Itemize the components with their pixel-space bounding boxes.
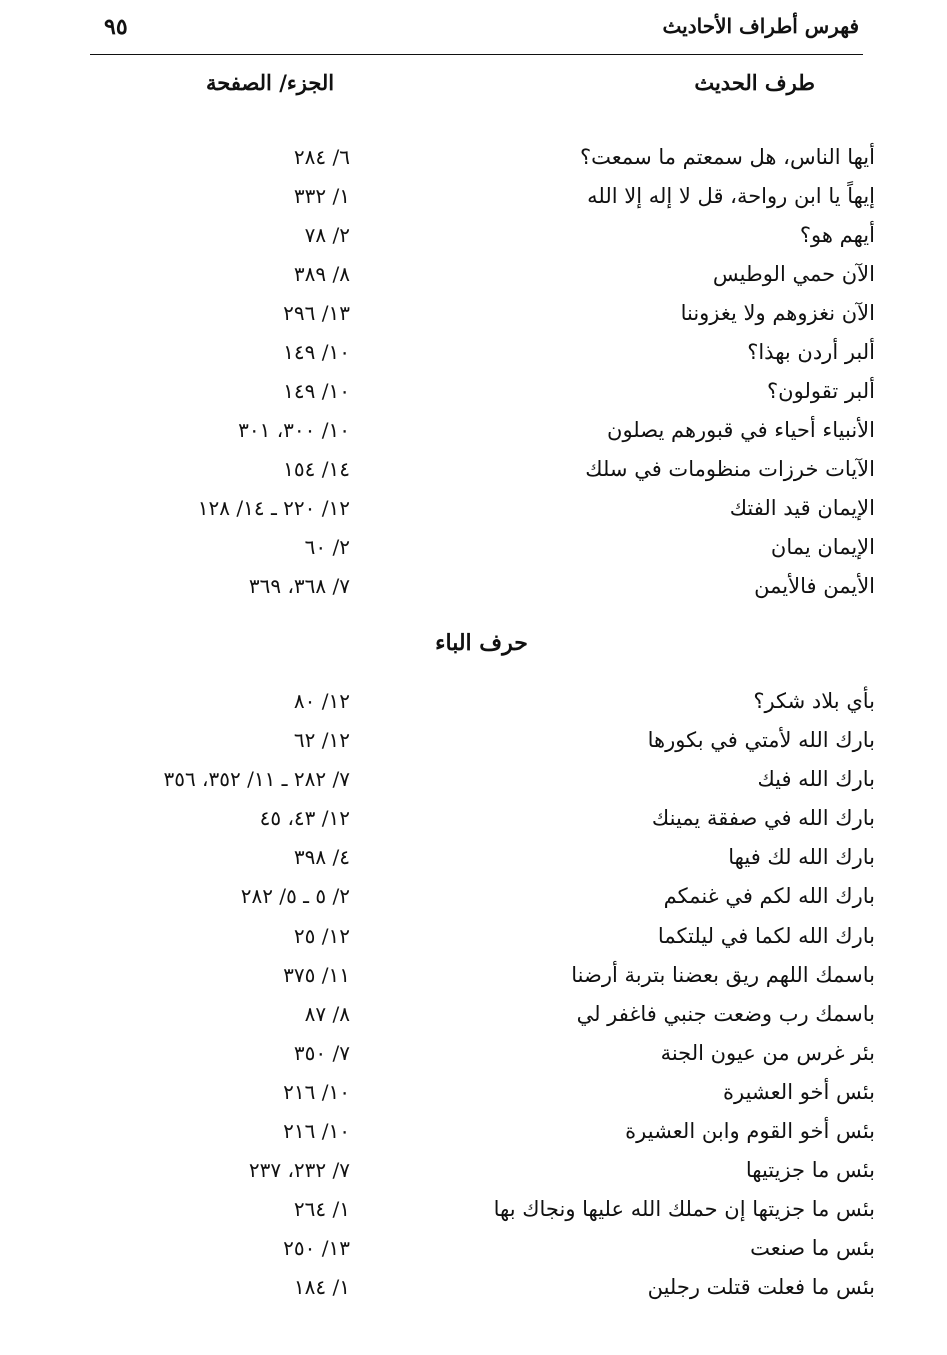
hadith-text: الإيمان قيد الفتك <box>729 496 875 520</box>
index-entry <box>90 216 875 255</box>
hadith-text: إيهاً يا ابن رواحة، قل لا إله إلا الله <box>587 184 875 208</box>
volume-page-ref: ١٣/ ٢٩٦ <box>283 301 350 325</box>
volume-page-ref: ١/ ١٨٤ <box>293 1275 350 1300</box>
page-number: ٩٥ <box>104 14 128 40</box>
hadith-text: ألبر أردن بهذا؟ <box>747 340 875 364</box>
index-entry <box>90 1190 875 1229</box>
hadith-text: باسمك رب وضعت جنبي فاغفر لي <box>576 1001 875 1026</box>
index-entry <box>90 489 875 528</box>
hadith-text: ألبر تقولون؟ <box>767 379 875 403</box>
volume-page-ref: ١/ ٣٣٢ <box>293 184 350 208</box>
volume-page-ref: ١٠/ ١٤٩ <box>283 379 350 403</box>
running-header-title: فهرس أطراف الأحاديث <box>662 14 859 38</box>
index-entry <box>90 294 875 333</box>
index-entry <box>90 877 875 916</box>
hadith-text: بئر غرس من عيون الجنة <box>660 1040 875 1065</box>
index-entry <box>90 760 875 799</box>
index-entry <box>90 138 875 177</box>
volume-page-ref: ١٤/ ١٥٤ <box>283 457 350 481</box>
volume-page-ref: ١/ ٢٦٤ <box>293 1197 350 1222</box>
hadith-text: بارك الله فيك <box>757 767 875 792</box>
column-header-reference: الجزء/ الصفحة <box>206 70 335 95</box>
volume-page-ref: ٧/ ٢٣٢، ٢٣٧ <box>248 1158 350 1183</box>
hadith-text: الأيمن فالأيمن <box>754 574 875 598</box>
index-entry <box>90 721 875 760</box>
volume-page-ref: ٧/ ٣٥٠ <box>293 1040 350 1065</box>
volume-page-ref: ١١/ ٣٧٥ <box>283 962 350 987</box>
index-entry <box>90 956 875 995</box>
index-entry <box>90 333 875 372</box>
volume-page-ref: ٧/ ٣٦٨، ٣٦٩ <box>248 574 350 598</box>
volume-page-ref: ٤/ ٣٩٨ <box>293 845 350 870</box>
header-divider <box>90 54 863 55</box>
index-entry <box>90 450 875 489</box>
index-entry <box>90 528 875 567</box>
hadith-text: بئس ما جزيتها إن حملك الله عليها ونجاك بها <box>493 1197 875 1222</box>
volume-page-ref: ١٢/ ٤٣، ٤٥ <box>259 806 350 831</box>
hadith-text: بارك الله لكما في ليلتكما <box>657 923 875 948</box>
section-heading-text: حرف الباء <box>435 630 528 656</box>
index-entry <box>90 838 875 877</box>
volume-page-ref: ١٠/ ٢١٦ <box>283 1119 350 1144</box>
entries-list-alif <box>90 138 875 606</box>
volume-page-ref: ١٢/ ٦٢ <box>293 728 350 753</box>
hadith-text: بارك الله في صفقة يمينك <box>651 806 875 831</box>
index-entry <box>90 372 875 411</box>
volume-page-ref: ١٠/ ٣٠٠، ٣٠١ <box>238 418 350 442</box>
column-header-hadith: طرف الحديث <box>694 70 815 95</box>
index-entry <box>90 1268 875 1307</box>
index-entry <box>90 1229 875 1268</box>
hadith-text: بئس ما صنعت <box>750 1236 875 1261</box>
hadith-text: أيها الناس، هل سمعتم ما سمعت؟ <box>580 145 875 169</box>
index-entry <box>90 1151 875 1190</box>
hadith-text: الآن نغزوهم ولا يغزوننا <box>680 301 875 325</box>
volume-page-ref: ١٢/ ٢٢٠ ـ ١٤/ ١٢٨ <box>197 496 350 520</box>
hadith-text: أيهم هو؟ <box>799 223 875 247</box>
hadith-text: بارك الله لكم في غنمكم <box>663 884 875 909</box>
index-entry <box>90 1112 875 1151</box>
volume-page-ref: ١٠/ ٢١٦ <box>283 1079 350 1104</box>
hadith-text: بارك الله لك فيها <box>728 845 875 870</box>
volume-page-ref: ١٠/ ١٤٩ <box>283 340 350 364</box>
hadith-text: بأي بلاد شكر؟ <box>753 689 875 713</box>
hadith-text: بئس ما فعلت قتلت رجلين <box>647 1275 875 1300</box>
volume-page-ref: ١٣/ ٢٥٠ <box>283 1236 350 1261</box>
index-entry <box>90 1034 875 1073</box>
hadith-text: الإيمان يمان <box>770 535 875 559</box>
index-entry <box>90 567 875 606</box>
volume-page-ref: ٢/ ٧٨ <box>304 223 350 247</box>
hadith-text: الأنبياء أحياء في قبورهم يصلون <box>607 418 875 442</box>
entries-list-ba <box>90 682 875 1308</box>
index-entry <box>90 411 875 450</box>
hadith-text: بارك الله لأمتي في بكورها <box>647 728 875 753</box>
index-entry <box>90 177 875 216</box>
index-entry <box>90 799 875 838</box>
index-entry <box>90 255 875 294</box>
hadith-text: بئس أخو العشيرة <box>723 1079 875 1104</box>
hadith-text: بئس ما جزيتيها <box>745 1158 875 1183</box>
index-entry <box>90 682 875 721</box>
hadith-text: بئس أخو القوم وابن العشيرة <box>625 1119 875 1144</box>
index-entry <box>90 995 875 1034</box>
volume-page-ref: ١٢/ ٢٥ <box>293 923 350 948</box>
hadith-text: الآن حمي الوطيس <box>712 262 875 286</box>
index-entry <box>90 917 875 956</box>
hadith-text: الآيات خرزات منظومات في سلك <box>585 457 875 481</box>
volume-page-ref: ٢/ ٦٠ <box>304 535 350 559</box>
volume-page-ref: ٨/ ٨٧ <box>304 1001 350 1026</box>
index-entry <box>90 1073 875 1112</box>
volume-page-ref: ٢/ ٥ ـ ٥/ ٢٨٢ <box>240 884 350 909</box>
volume-page-ref: ١٢/ ٨٠ <box>293 689 350 713</box>
section-heading-ba <box>0 630 947 656</box>
hadith-text: باسمك اللهم ريق بعضنا بتربة أرضنا <box>571 962 875 987</box>
volume-page-ref: ٧/ ٢٨٢ ـ ١١/ ٣٥٢، ٣٥٦ <box>163 767 350 792</box>
volume-page-ref: ٦/ ٢٨٤ <box>293 145 350 169</box>
volume-page-ref: ٨/ ٣٨٩ <box>293 262 350 286</box>
